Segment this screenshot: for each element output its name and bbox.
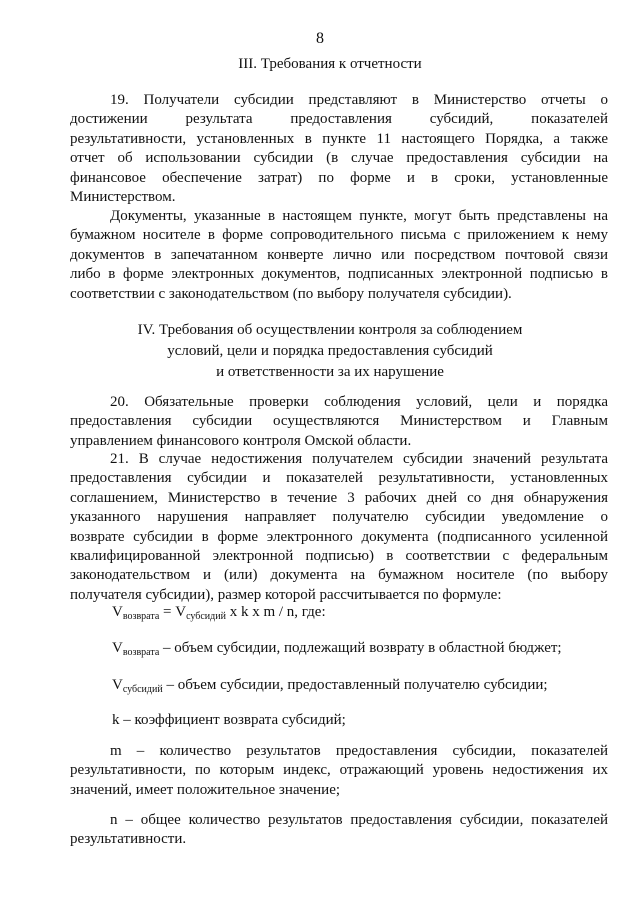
text-line: результативности, установленных в пункте 11 настоящего Порядка, а также [70, 130, 608, 147]
heading-line: IV. Требования об осуществлении контроля за соблюдением [137, 322, 523, 338]
text-line: получателя субсидии), размер которой рассчитывается по формуле: [70, 586, 502, 603]
page-number: 8 [316, 30, 324, 47]
def-v-subsidy-text: – объем субсидии, предоставленный получателю субсидии; [162, 677, 548, 693]
paragraph-20 [70, 393, 608, 451]
formula-v: V [112, 604, 123, 620]
definition-k: k – коэффициент возврата субсидий; [112, 712, 346, 728]
text-line: предоставления субсидии и показателей результативности, установленных [70, 470, 608, 487]
text-line: соответствии с законодательством (по выбору получателя субсидии). [70, 285, 512, 302]
definition-m [70, 742, 608, 800]
definition-n [70, 811, 608, 850]
def-v-return-text: – объем субсидии, подлежащий возврату в областной бюджет; [159, 640, 562, 656]
text-line: документов в запечатанном конверте лично или посредством почтовой связи [70, 246, 608, 263]
text-line: квалифицированной электронной подписью) в соответствии с федеральным [70, 548, 608, 565]
def-v2: V [112, 677, 123, 693]
paragraph-19 [70, 91, 608, 207]
text-line: законодательством и (или) документа на бумажном носителе (по выбору [70, 567, 608, 584]
formula-eq: = [159, 604, 176, 620]
definition-v-subsidy [112, 675, 548, 700]
text-line: результативности, по которым индекс, отражающий уровень недостижения их [70, 762, 608, 779]
formula-sub-return: возврата [122, 611, 160, 622]
paragraph-documents [70, 207, 608, 304]
def-sub-subsidy: субсидий [122, 684, 163, 695]
text-line: Министерством. [70, 189, 176, 206]
formula-rest: x k x m / n, где: [225, 604, 326, 620]
text-line: либо в форме электронных документов, подписанных электронной подписью в [70, 266, 608, 283]
formula-sub-subsidy: субсидий [186, 611, 226, 622]
text-line: значений, имеет положительное значение; [70, 781, 341, 798]
text-line: результативности. [70, 831, 187, 848]
text-line: 21. В случае недостижения получателем субсидии значений результата [110, 451, 608, 467]
text-line: предоставления субсидии осуществляются Министерством и Главным [70, 413, 608, 430]
text-line: 19. Получатели субсидии представляют в Министерство отчеты о [110, 92, 608, 108]
text-line: бумажном носителе в форме сопроводительного письма с приложением к нему [70, 227, 608, 244]
heading-line: и ответственности за их нарушение [216, 364, 444, 380]
text-line: 20. Обязательные проверки соблюдения условий, цели и порядка [110, 394, 608, 410]
text-line: отчет об использовании субсидии (в случае предоставления субсидии на [70, 150, 608, 167]
text-line: указанного нарушения направляет получателю субсидии уведомление о [70, 509, 608, 526]
section-4-heading [120, 320, 540, 383]
formula-v2: V [175, 604, 187, 620]
section-3-heading: III. Требования к отчетности [238, 56, 422, 72]
text-line: соглашением, Министерство в течение 3 рабочих дней со дня обнаружения [70, 489, 608, 506]
return-formula [112, 602, 326, 627]
text-line: возврате субсидии в форме электронного документа (подписанного усиленной [70, 528, 608, 545]
text-line: управлением финансового контроля Омской области. [70, 432, 412, 449]
text-line: достижении результата предоставления субсидий, показателей [70, 111, 608, 128]
paragraph-21 [70, 450, 608, 605]
def-v: V [112, 640, 123, 656]
text-line: финансовое обеспечение затрат) по форме и в сроки, установленные [70, 169, 608, 186]
text-line: m – количество результатов предоставления субсидии, показателей [110, 743, 608, 759]
def-sub-return: возврата [122, 647, 160, 658]
definition-v-return [112, 638, 562, 663]
heading-line: условий, цели и порядка предоставления субсидий [167, 343, 493, 359]
text-line: n – общее количество результатов предоставления субсидии, показателей [110, 812, 608, 828]
text-line: Документы, указанные в настоящем пункте, могут быть представлены на [110, 208, 608, 224]
